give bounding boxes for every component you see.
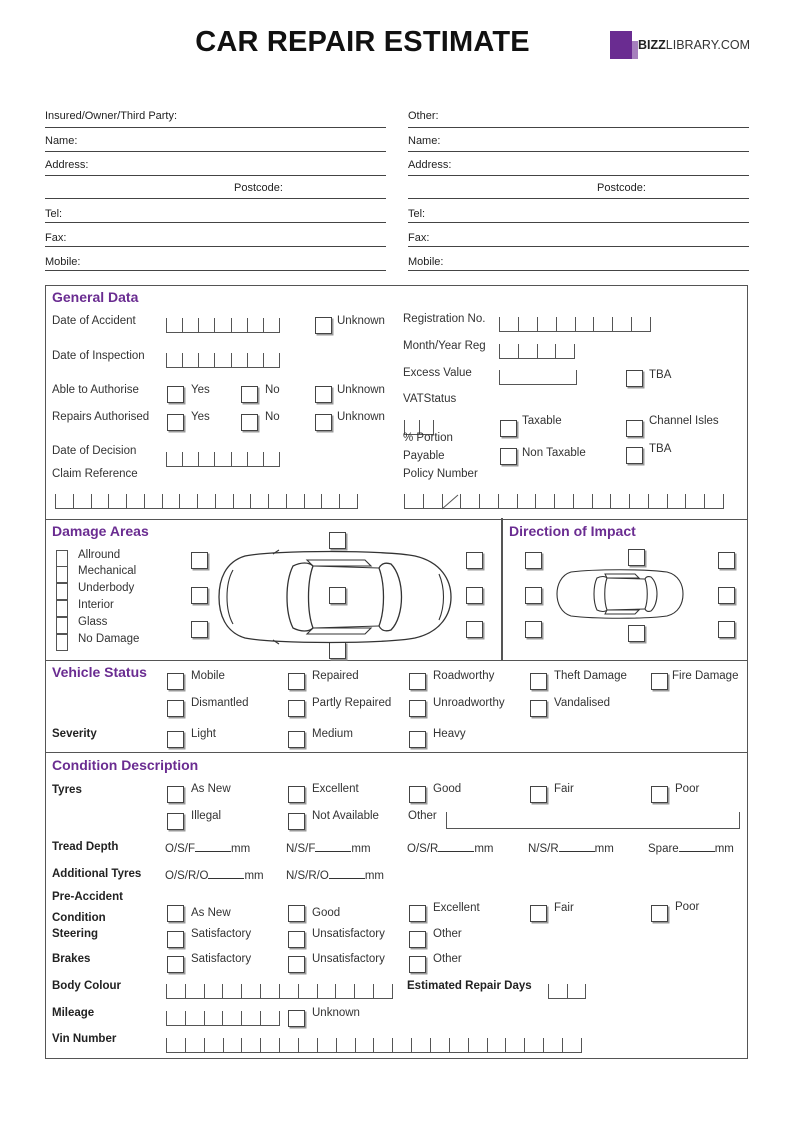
damage-interior-label: Interior — [78, 599, 114, 611]
pre-accident-good-label: Good — [312, 907, 341, 919]
repairs-yes-label: Yes — [191, 411, 210, 423]
condition-title: Condition Description — [52, 757, 199, 773]
status-mobile-checkbox[interactable] — [167, 673, 184, 690]
party-right-fax-label: Fax: — [408, 232, 430, 244]
party-right-header-line[interactable] — [408, 127, 749, 128]
status-partly-repaired-checkbox[interactable] — [288, 700, 305, 717]
party-right-address-label: Address: — [408, 159, 452, 171]
damage-glass-checkbox[interactable] — [56, 617, 68, 634]
party-left-header: Insured/Owner/Third Party: — [45, 110, 178, 122]
tyres-good-checkbox[interactable] — [409, 786, 426, 803]
tyres-illegal-label: Illegal — [191, 810, 222, 822]
excess-tba-label: TBA — [649, 369, 672, 381]
pct-portion-label: % Portion — [403, 432, 453, 444]
severity-heavy-checkbox[interactable] — [409, 731, 426, 748]
vat-status-label: VATStatus — [403, 393, 457, 405]
page-title: CAR REPAIR ESTIMATE — [195, 26, 530, 58]
party-left-tel-label: Tel: — [45, 208, 63, 220]
party-left-name-label: Name: — [45, 135, 78, 147]
repairs-no-checkbox[interactable] — [241, 414, 258, 431]
tyres-as-new-checkbox[interactable] — [167, 786, 184, 803]
tread-nsr[interactable]: N/S/R mm — [528, 843, 614, 855]
repairs-unknown-checkbox[interactable] — [315, 414, 332, 431]
damage-mechanical-label: Mechanical — [78, 565, 137, 577]
pre-accident-label: Pre-Accident — [52, 891, 123, 903]
vehicle-status-title: Vehicle Status — [52, 664, 147, 680]
damage-interior-checkbox[interactable] — [56, 600, 68, 617]
status-fire-damage-checkbox[interactable] — [651, 673, 668, 690]
date-of-accident-label: Date of Accident — [52, 315, 136, 327]
steering-satisfactory-label: Satisfactory — [191, 928, 252, 940]
authorise-yes-label: Yes — [191, 384, 210, 396]
status-mobile-label: Mobile — [191, 670, 225, 682]
payable-label: Payable — [403, 450, 445, 462]
tyres-as-new-label: As New — [191, 783, 231, 795]
pre-accident-fair-label: Fair — [554, 902, 574, 914]
status-fire-damage-label: Fire Damage — [672, 670, 739, 682]
tyres-fair-checkbox[interactable] — [530, 786, 547, 803]
tyres-label: Tyres — [52, 784, 82, 796]
accident-unknown-label: Unknown — [337, 315, 385, 327]
policy-slash-mark — [440, 494, 460, 510]
excess-tba-checkbox[interactable] — [626, 370, 643, 387]
tyres-other-field[interactable] — [446, 812, 740, 829]
date-of-inspection-label: Date of Inspection — [52, 350, 145, 362]
party-left-name-field[interactable] — [45, 151, 386, 152]
pre-accident-fair-checkbox[interactable] — [530, 905, 547, 922]
severity-light-label: Light — [191, 728, 216, 740]
pre-accident-as-new-checkbox[interactable] — [167, 905, 184, 922]
body-colour-label: Body Colour — [52, 980, 121, 992]
damage-left-rear-checkbox[interactable] — [191, 621, 208, 638]
repairs-unknown-label: Unknown — [337, 411, 385, 423]
vin-number-label: Vin Number — [52, 1033, 117, 1045]
tyres-excellent-checkbox[interactable] — [288, 786, 305, 803]
brand-logo — [610, 31, 750, 59]
impact-left-checkbox[interactable] — [525, 587, 542, 604]
car-top-view-icon — [215, 548, 455, 646]
tyres-fair-label: Fair — [554, 783, 574, 795]
severity-label: Severity — [52, 728, 97, 740]
claim-reference-label: Claim Reference — [52, 468, 138, 480]
brakes-other-checkbox[interactable] — [409, 956, 426, 973]
registration-no-field[interactable] — [499, 317, 651, 332]
tread-osr[interactable]: O/S/R mm — [407, 843, 494, 855]
steering-satisfactory-checkbox[interactable] — [167, 931, 184, 948]
party-right-name-label: Name: — [408, 135, 441, 147]
status-unroadworthy-checkbox[interactable] — [409, 700, 426, 717]
party-right-name-field[interactable] — [408, 151, 749, 152]
status-roadworthy-label: Roadworthy — [433, 670, 495, 682]
vat-tba-checkbox[interactable] — [626, 447, 643, 464]
severity-medium-label: Medium — [312, 728, 353, 740]
taxable-checkbox[interactable] — [500, 420, 517, 437]
accident-unknown-checkbox[interactable] — [315, 317, 332, 334]
damage-allround-checkbox[interactable] — [56, 550, 68, 567]
impact-rear-right-checkbox[interactable] — [718, 621, 735, 638]
damage-allround-label: Allround — [78, 549, 121, 561]
damage-right-front-checkbox[interactable] — [466, 552, 483, 569]
severity-medium-checkbox[interactable] — [288, 731, 305, 748]
damage-left-mid-checkbox[interactable] — [191, 587, 208, 604]
additional-nsro[interactable]: N/S/R/O mm — [286, 870, 384, 882]
brakes-satisfactory-label: Satisfactory — [191, 953, 252, 965]
vat-tba-label: TBA — [649, 443, 672, 455]
tread-osf[interactable]: O/S/F mm — [165, 843, 251, 855]
authorise-no-checkbox[interactable] — [241, 386, 258, 403]
car-impact-icon — [555, 568, 685, 620]
channel-isles-checkbox[interactable] — [626, 420, 643, 437]
party-left-fax-label: Fax: — [45, 232, 67, 244]
tread-nsf[interactable]: N/S/F mm — [286, 843, 371, 855]
party-right-address-field[interactable] — [408, 175, 749, 176]
mileage-unknown-checkbox[interactable] — [288, 1010, 305, 1027]
tyres-good-label: Good — [433, 783, 462, 795]
damage-front-checkbox[interactable] — [329, 532, 346, 549]
repairs-no-label: No — [265, 411, 280, 423]
date-of-decision-label: Date of Decision — [52, 445, 137, 457]
tread-spare[interactable]: Spare mm — [648, 843, 734, 855]
party-right-tel-field[interactable] — [408, 222, 749, 223]
party-left-fax-field[interactable] — [45, 246, 386, 247]
date-of-decision-field[interactable] — [166, 452, 280, 467]
authorise-unknown-checkbox[interactable] — [315, 386, 332, 403]
impact-front-left-checkbox[interactable] — [525, 552, 542, 569]
registration-no-label: Registration No. — [403, 313, 486, 325]
party-right-tel-label: Tel: — [408, 208, 426, 220]
party-right-mobile-field[interactable] — [408, 270, 749, 271]
brakes-unsatisfactory-checkbox[interactable] — [288, 956, 305, 973]
condition-section — [45, 752, 748, 1059]
status-partly-repaired-label: Partly Repaired — [312, 697, 392, 709]
damage-glass-label: Glass — [78, 616, 108, 628]
body-colour-field[interactable] — [166, 984, 393, 999]
damage-no-damage-label: No Damage — [78, 633, 140, 645]
direction-of-impact-title: Direction of Impact — [509, 523, 636, 539]
tyres-not-available-label: Not Available — [312, 810, 379, 822]
brakes-other-label: Other — [433, 953, 462, 965]
party-left-tel-field[interactable] — [45, 222, 386, 223]
damage-underbody-label: Underbody — [78, 582, 135, 594]
taxable-label: Taxable — [522, 415, 562, 427]
status-repaired-checkbox[interactable] — [288, 673, 305, 690]
vehicle-status-section — [45, 660, 748, 753]
channel-isles-label: Channel Isles — [649, 415, 719, 427]
steering-unsatisfactory-label: Unsatisfactory — [312, 928, 385, 940]
damage-areas-title: Damage Areas — [52, 523, 149, 539]
impact-rear-checkbox[interactable] — [628, 625, 645, 642]
status-unroadworthy-label: Unroadworthy — [433, 697, 505, 709]
tread-depth-label: Tread Depth — [52, 841, 119, 853]
damage-left-front-checkbox[interactable] — [191, 552, 208, 569]
date-of-inspection-field[interactable] — [166, 353, 280, 368]
party-left-postcode-label: Postcode: — [234, 182, 283, 194]
impact-right-checkbox[interactable] — [718, 587, 735, 604]
tyres-not-available-checkbox[interactable] — [288, 813, 305, 830]
vin-number-field[interactable] — [166, 1038, 582, 1053]
status-dismantled-checkbox[interactable] — [167, 700, 184, 717]
additional-osro[interactable]: O/S/R/O mm — [165, 870, 264, 882]
severity-light-checkbox[interactable] — [167, 731, 184, 748]
steering-unsatisfactory-checkbox[interactable] — [288, 931, 305, 948]
steering-other-checkbox[interactable] — [409, 931, 426, 948]
status-repaired-label: Repaired — [312, 670, 359, 682]
estimated-repair-days-label: Estimated Repair Days — [407, 980, 532, 992]
party-left-address-field[interactable] — [45, 175, 386, 176]
party-left-postcode-field[interactable] — [45, 198, 386, 199]
status-roadworthy-checkbox[interactable] — [409, 673, 426, 690]
pre-accident-excellent-checkbox[interactable] — [409, 905, 426, 922]
non-taxable-checkbox[interactable] — [500, 448, 517, 465]
party-right-postcode-field[interactable] — [408, 198, 749, 199]
pre-accident-poor-label: Poor — [675, 901, 700, 913]
steering-other-label: Other — [433, 928, 462, 940]
logo-mark-icon — [610, 31, 632, 59]
date-of-accident-field[interactable] — [166, 318, 280, 333]
authorise-no-label: No — [265, 384, 280, 396]
party-left-address-label: Address: — [45, 159, 89, 171]
impact-front-checkbox[interactable] — [628, 549, 645, 566]
tyres-other-label: Other — [408, 810, 437, 822]
damage-right-rear-checkbox[interactable] — [466, 621, 483, 638]
status-theft-damage-checkbox[interactable] — [530, 673, 547, 690]
party-right-header: Other: — [408, 110, 439, 122]
party-left-mobile-label: Mobile: — [45, 256, 81, 268]
status-dismantled-label: Dismantled — [191, 697, 249, 709]
party-left-mobile-field[interactable] — [45, 270, 386, 271]
damage-no-damage-checkbox[interactable] — [56, 634, 68, 651]
mileage-unknown-label: Unknown — [312, 1007, 360, 1019]
pre-accident-good-checkbox[interactable] — [288, 905, 305, 922]
party-right-postcode-label: Postcode: — [597, 182, 646, 194]
brakes-satisfactory-checkbox[interactable] — [167, 956, 184, 973]
pre-accident-as-new-label: As New — [191, 907, 231, 919]
brakes-label: Brakes — [52, 953, 91, 965]
impact-front-right-checkbox[interactable] — [718, 552, 735, 569]
status-vandalised-checkbox[interactable] — [530, 700, 547, 717]
repairs-authorised-label: Repairs Authorised — [52, 411, 150, 423]
mileage-field[interactable] — [166, 1011, 280, 1026]
tyres-excellent-label: Excellent — [312, 783, 359, 795]
damage-right-mid-checkbox[interactable] — [466, 587, 483, 604]
status-theft-damage-label: Theft Damage — [554, 670, 627, 682]
damage-underbody-checkbox[interactable] — [56, 583, 68, 600]
general-data-title: General Data — [52, 289, 139, 305]
pre-accident-poor-checkbox[interactable] — [651, 905, 668, 922]
authorise-unknown-label: Unknown — [337, 384, 385, 396]
steering-label: Steering — [52, 928, 99, 940]
status-vandalised-label: Vandalised — [554, 697, 611, 709]
non-taxable-label: Non Taxable — [522, 447, 586, 459]
severity-heavy-label: Heavy — [433, 728, 466, 740]
able-to-authorise-label: Able to Authorise — [52, 384, 139, 396]
authorise-yes-checkbox[interactable] — [167, 386, 184, 403]
party-right-fax-field[interactable] — [408, 246, 749, 247]
tyres-poor-checkbox[interactable] — [651, 786, 668, 803]
damage-mechanical-checkbox[interactable] — [56, 566, 68, 583]
additional-tyres-label: Additional Tyres — [52, 868, 142, 880]
pre-accident-label-2: Condition — [52, 912, 106, 923]
claim-reference-field[interactable] — [55, 494, 358, 509]
party-right-mobile-label: Mobile: — [408, 256, 444, 268]
party-left-header-line[interactable] — [45, 127, 386, 128]
brakes-unsatisfactory-label: Unsatisfactory — [312, 953, 385, 965]
month-year-reg-label: Month/Year Reg — [403, 340, 486, 352]
excess-value-field[interactable] — [499, 370, 577, 385]
policy-number-label: Policy Number — [403, 468, 478, 480]
excess-value-label: Excess Value — [403, 367, 472, 379]
month-year-reg-field[interactable] — [499, 344, 575, 359]
estimated-repair-days-field[interactable] — [548, 984, 586, 999]
logo-text: BIZZLIBRARY.COM — [638, 38, 751, 52]
repairs-yes-checkbox[interactable] — [167, 414, 184, 431]
tyres-poor-label: Poor — [675, 783, 700, 795]
tyres-illegal-checkbox[interactable] — [167, 813, 184, 830]
mileage-label: Mileage — [52, 1007, 95, 1019]
impact-rear-left-checkbox[interactable] — [525, 621, 542, 638]
pre-accident-excellent-label: Excellent — [433, 902, 480, 914]
